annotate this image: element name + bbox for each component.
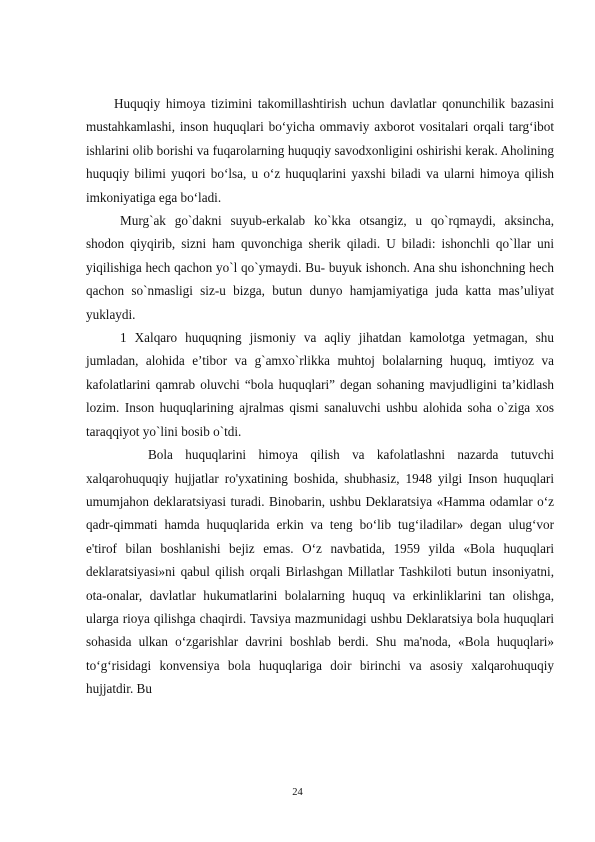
paragraph-child-rights-field: 1 Xalqaro huquqning jismoniy va aqliy jihatdan kamolotga yetmagan, shu jumladan, alohida e’tibor va g`amxo`rlikka muhtoj bolalarning huquq, imtiyoz va kafolatlarini qamrab oluvchi “bola huquqlari” degan sohaning mavjudligini ta’kidlash lozim. Inson huquqlarining ajralmas qismi sanaluvchi ushbu alohida soha o`ziga xos taraqqiyot yo`lini bosib o`tdi. bbox=[86, 330, 554, 439]
page-number: 24 bbox=[292, 787, 303, 798]
body-text bbox=[86, 92, 554, 701]
paragraph-legal-protection: Huquqiy himoya tizimini takomillashtirish uchun davlatlar qonunchilik bazasini mustahkamlashi, inson huquqlari bo‘yicha ommaviy axborot vositalari orqali targ‘ibot ishlarini olib borishi va fuqarolarning huquqiy savodxonligini oshirishi kerak. Aholining huquqiy bilimi yuqori bo‘lsa, u o‘z huquqlarini yaxshi biladi va ularni himoya qilish imkoniyatiga ega bo‘ladi. bbox=[86, 96, 554, 205]
paragraph-trust: Murg`ak go`dakni suyub-erkalab ko`kka otsangiz, u qo`rqmaydi, aksincha, shodon qiyqirib, sizni ham quvonchiga sherik qiladi. U biladi: ishonchli qo`llar uni yiqilishiga hech qachon yo`l qo`ymaydi. Bu- buyuk ishonch. Ana shu ishonchning hech qachon so`nmasligi siz-u bizga, butun dunyo hamjamiyatiga juda katta mas’uliyat yuklaydi. bbox=[86, 213, 554, 322]
paragraph-declarations: Bola huquqlarini himoya qilish va kafolatlashni nazarda tutuvchi xalqarohuquqiy hujjatlar ro'yxatining boshida, shubhasiz, 1948 yilgi Inson huquqlari umumjahon deklaratsiyasi turadi. Binobarin, ushbu Deklaratsiya «Hamma odamlar o‘z qadr-qimmati hamda huquqlarida erkin va teng bo‘lib tug‘iladilar» degan ulug‘vor e'tirof bilan boshlanishi bejiz emas. O‘z navbatida, 1959 yilda «Bola huquqlari deklaratsiyasi»ni qabul qilish orqali Birlashgan Millatlar Tashkiloti butun insoniyatni, ota-onalar, davlatlar hukumatlarini bolalarning huquq va erkinliklarini tan olishga, ularga rioya qilishga chaqirdi. Tavsiya mazmunidagi ushbu Deklaratsiya bola huquqlari sohasida ulkan o‘zgarishlar davrini boshlab berdi. Shu ma'noda, «Bola huquqlari» to‘g‘risidagi konvensiya bola huquqlariga doir birinchi va asosiy xalqarohuquqiy hujjatdir. Bu bbox=[86, 447, 554, 697]
